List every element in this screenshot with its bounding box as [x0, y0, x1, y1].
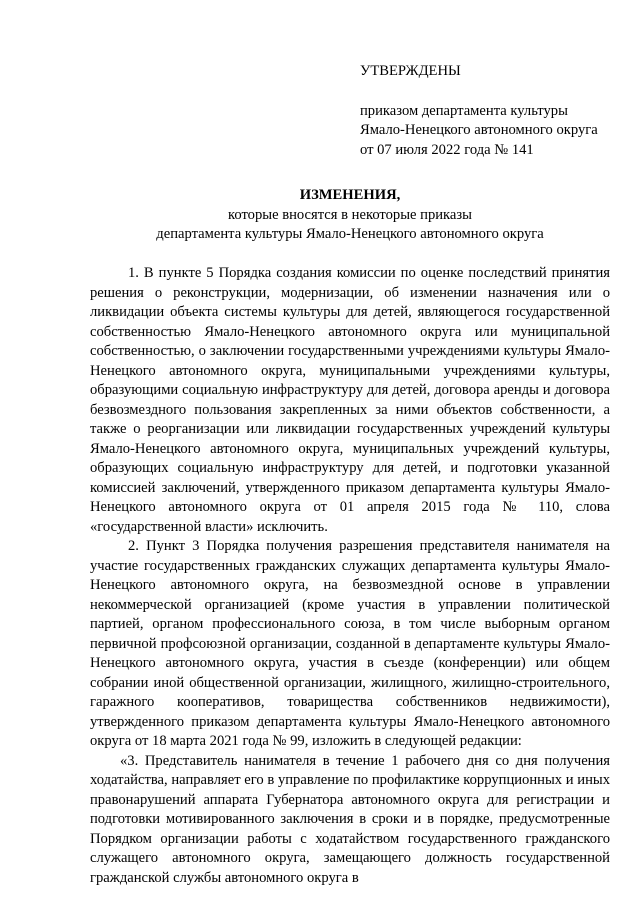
- paragraph-2: 2. Пункт 3 Порядка получения разрешения представителя нанимателя на участие государственных гражданских служащих департамента культуры Ямало-Ненецкого автономного округа, на безвозмездной основе в управлении некоммерческой организацией (кроме участия в управлении политической партией, органом профессионального союза, в том числе выборным органом первичной профсоюзной организации, созданной в департаменте культуры Ямало-Ненецкого автономного округа, участия в съезде (конференции) или общем собрании иной общественной организации, жилищного, жилищно-строительного, гаражного кооперативов, товарищества собственников недвижимости), утвержденного приказом департамента культуры Ямало-Ненецкого автономного округа от 18 марта 2021 года № 99, изложить в следующей редакции:: [90, 538, 610, 749]
- paragraph-1: 1. В пункте 5 Порядка создания комиссии по оценке последствий принятия решения о реконструкции, модернизации, об изменении назначения или о ликвидации объекта системы культуры для детей, являющегося государственной собственностью Ямало-Ненецкого автономного округа или муниципальной собственностью, о заключении государственными учреждениями культуры Ямало-Ненецкого автономного округа, муниципальными учреждениями культуры, образующими социальную инфраструктуру для детей, договора аренды и договора безвозмездного пользования закрепленных за ними объектов собственности, а также о реорганизации или ликвидации государственных учреждений культуры Ямало-Ненецкого автономного округа, муниципальных учреждений культуры, образующих социальную инфраструктуру для детей, и подготовки указанной комиссией заключений, утвержденного приказом департамента культуры Ямало-Ненецкого автономного округа от 01 апреля 2015 года № 110, слова «государственной власти» исключить.: [90, 265, 610, 535]
- document-title: [60, 186, 640, 245]
- paragraph-3-quote: «3. Представитель нанимателя в течение 1 рабочего дня со дня получения ходатайства, направляет его в управление по профилактике коррупционных и иных правонарушений аппарата Губернатора автономного округа для регистрации и подготовки мотивированного заключения в сроки и в порядке, предусмотренные Порядком организации работы с ходатайством государственного гражданского служащего автономного округа, замещающего должность государственной гражданской службы автономного округа в: [90, 752, 610, 886]
- title-subtitle-1: которые вносятся в некоторые приказы: [228, 206, 472, 223]
- approval-line-3: от 07 июля 2022 года № 141: [360, 141, 534, 158]
- approval-line-1: приказом департамента культуры: [360, 102, 568, 119]
- title-main: ИЗМЕНЕНИЯ,: [299, 187, 401, 203]
- approval-line-2: Ямало-Ненецкого автономного округа: [360, 122, 598, 138]
- approval-heading: УТВЕРЖДЕНЫ: [360, 63, 461, 79]
- document-body: [90, 264, 610, 888]
- title-subtitle-2: департамента культуры Ямало-Ненецкого автономного округа: [156, 226, 544, 242]
- approval-block: [360, 62, 620, 160]
